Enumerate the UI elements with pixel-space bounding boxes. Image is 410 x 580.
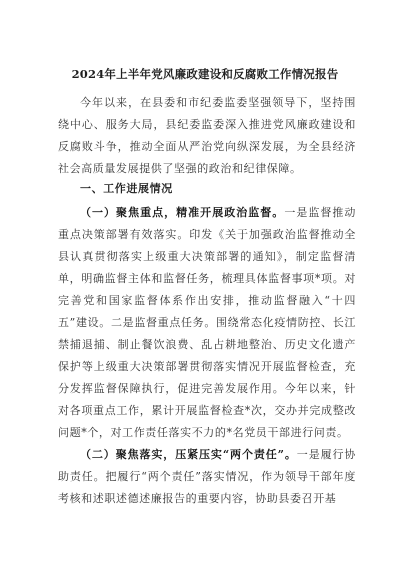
- intro-paragraph: 今年以来，在县委和市纪委监委坚强领导下，坚持围绕中心、服务大局，县纪委监委深入推进党风廉政建设和反腐败斗争，推动全面从严治党向纵深发展，为全县经济社会高质量发展提供了坚强的政治和纪律保障。: [58, 96, 356, 175]
- item-1-lead: （一）聚焦重点，精准开展政治监督。: [80, 206, 285, 219]
- section-heading: 一、工作进展情况: [80, 182, 173, 195]
- item-2-lead: （二）聚焦落实，压紧压实“两个责任”。: [80, 448, 297, 461]
- item-1-paragraph: [58, 202, 356, 444]
- document-title: 2024年上半年党风廉政建设和反腐败工作情况报告: [71, 67, 339, 81]
- item-2-body: 一是履行协助责任。把履行“两个责任”落实情况，作为领导干部年度考核和述职述德述廉报告的重要内容，协助县委召开基: [58, 448, 357, 505]
- item-2-paragraph: [58, 444, 356, 510]
- item-1-body: 一是监督推动重点决策部署有效落实。印发《关于加强政治监督推动全县认真贯彻落实上级重大决策部署的通知》，制定监督清单，明确监督主体和监督任务，梳理具体监督事项*项。对完善党和国家监督体系作出安排，推动监督融入“十四五”建设。二是监督重点任务。围绕常态化疫情防控、长江禁捕退捕、制止餐饮浪费、乱占耕地整治、历史文化遗产保护等上级重大决策部署贯彻落实情况开展监督检查，充分发挥监督保障执行，促进完善发展作用。今年以来，针对各项重点工作，累计开展监督检查*次，交办并完成整改问题*个，对工作责任落实不力的*名党员干部进行问责。: [58, 206, 357, 439]
